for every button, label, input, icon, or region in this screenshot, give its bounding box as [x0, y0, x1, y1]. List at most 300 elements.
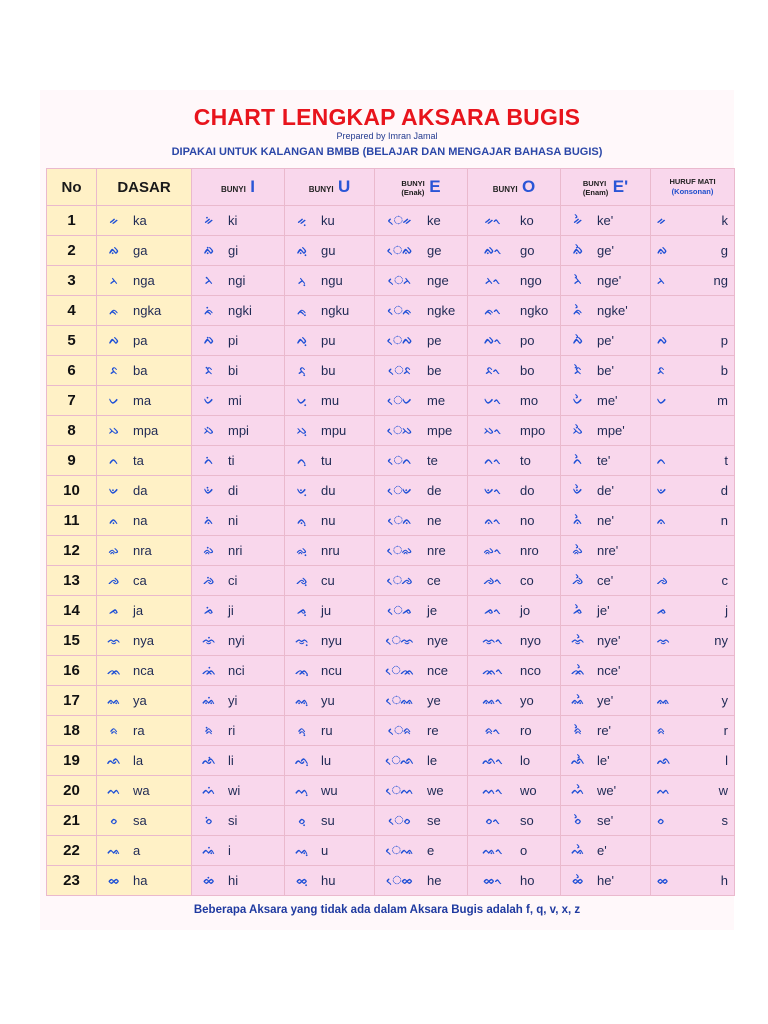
latin-syllable: e [427, 843, 435, 858]
cell-i [192, 866, 285, 896]
syllable [97, 243, 191, 258]
cell-i [192, 236, 285, 266]
cell-mati [651, 446, 735, 476]
latin-syllable: nca [133, 663, 154, 678]
bugis-glyph: ᨍ [109, 603, 119, 617]
latin-syllable: na [133, 513, 148, 528]
bugis-glyph: ᨄ [108, 333, 120, 347]
cell-u [285, 776, 375, 806]
syllable [192, 273, 284, 288]
cell-e [375, 506, 468, 536]
bugis-glyph: ᨆ [109, 393, 119, 407]
bugis-glyph: ᨃᨛ [573, 303, 583, 317]
cell-i [192, 656, 285, 686]
cell-i [192, 206, 285, 236]
latin-syllable: me [427, 393, 446, 408]
syllable [375, 633, 467, 648]
syllable [285, 813, 374, 828]
syllable [285, 873, 374, 888]
cell-dasar [97, 656, 192, 686]
bugis-glyph: ᨕᨗ [202, 843, 216, 857]
bugis-glyph: ᨍᨗ [204, 603, 214, 617]
syllable [285, 543, 374, 558]
latin-syllable: ti [228, 453, 235, 468]
cell-mati [651, 356, 735, 386]
cell-u [285, 566, 375, 596]
cell-u [285, 506, 375, 536]
cell-e2 [561, 686, 651, 716]
author-credit: Prepared by Imran Jamal [336, 131, 438, 141]
syllable [97, 693, 191, 708]
cell-o [468, 566, 561, 596]
cell-e [375, 416, 468, 446]
latin-syllable: mo [520, 393, 539, 408]
syllable [375, 453, 467, 468]
bugis-glyph: ᨇᨘ [296, 423, 308, 437]
latin-syllable: mpi [228, 423, 249, 438]
syllable [97, 633, 191, 648]
bugis-glyph: ᨄᨚ [483, 333, 503, 347]
syllable [468, 723, 560, 738]
cell-i [192, 566, 285, 596]
syllable [192, 423, 284, 438]
bugis-glyph: ᨔᨚ [485, 813, 501, 827]
bugis-glyph: ᨂᨛ [573, 273, 583, 287]
syllable [561, 543, 650, 558]
cell-e2 [561, 656, 651, 686]
latin-syllable: do [520, 483, 535, 498]
latin-syllable: wu [321, 783, 338, 798]
syllable [375, 693, 467, 708]
syllable [192, 483, 284, 498]
bugis-glyph: ᨀᨘ [297, 213, 307, 227]
cell-o [468, 686, 561, 716]
latin-syllable: de [427, 483, 442, 498]
latin-syllable: ye' [597, 693, 614, 708]
latin-syllable: mpe' [597, 423, 625, 438]
row-number: 19 [47, 746, 97, 776]
syllable [375, 273, 467, 288]
table-row [47, 566, 735, 596]
latin-syllable: nre' [597, 543, 619, 558]
bugis-glyph: ᨙᨋ [387, 543, 413, 557]
bugis-glyph: ᨎᨗ [202, 633, 216, 647]
cell-u [285, 206, 375, 236]
bugis-glyph: ᨀᨛ [573, 213, 583, 227]
bugis-glyph: ᨋ [108, 543, 120, 557]
syllable [97, 393, 191, 408]
syllable [285, 723, 374, 738]
consonant [651, 393, 734, 408]
bugis-glyph: ᨑᨚ [485, 723, 501, 737]
cell-dasar [97, 776, 192, 806]
row-number: 11 [47, 506, 97, 536]
syllable [468, 873, 560, 888]
latin-syllable: be [427, 363, 442, 378]
syllable [192, 453, 284, 468]
header-bunyi-e: BUNYI (Enak) E [375, 169, 468, 206]
bugis-glyph: ᨕᨚ [482, 843, 504, 857]
syllable [285, 663, 374, 678]
syllable [192, 633, 284, 648]
row-number: 18 [47, 716, 97, 746]
syllable [561, 243, 650, 258]
bugis-glyph: ᨒᨗ [202, 753, 216, 767]
syllable [468, 543, 560, 558]
latin-consonant: p [720, 333, 728, 348]
syllable [468, 423, 560, 438]
page-subtitle: DIPAKAI UNTUK KALANGAN BMBB (BELAJAR DAN MENGAJAR BAHASA BUGIS) [171, 146, 603, 158]
cell-o [468, 506, 561, 536]
cell-dasar [97, 356, 192, 386]
syllable [97, 813, 191, 828]
cell-e2 [561, 836, 651, 866]
table-row [47, 446, 735, 476]
bugis-glyph: ᨓ [657, 783, 671, 797]
latin-syllable: ngke' [597, 303, 628, 318]
cell-o [468, 746, 561, 776]
latin-syllable: wi [228, 783, 241, 798]
latin-syllable: pe [427, 333, 442, 348]
cell-e [375, 536, 468, 566]
cell-dasar [97, 236, 192, 266]
row-number: 7 [47, 386, 97, 416]
bugis-glyph: ᨖᨗ [203, 873, 215, 887]
cell-dasar [97, 296, 192, 326]
syllable [375, 213, 467, 228]
latin-syllable: nro [520, 543, 539, 558]
bugis-glyph: ᨙᨁ [387, 243, 413, 257]
table-row [47, 206, 735, 236]
chart-sheet [40, 90, 734, 930]
syllable [561, 303, 650, 318]
cell-e [375, 746, 468, 776]
syllable [561, 693, 650, 708]
syllable [468, 333, 560, 348]
cell-dasar [97, 476, 192, 506]
bugis-glyph: ᨐᨚ [482, 693, 504, 707]
row-number: 6 [47, 356, 97, 386]
syllable [561, 273, 650, 288]
syllable [285, 243, 374, 258]
latin-syllable: li [228, 753, 234, 768]
cell-mati [651, 326, 735, 356]
latin-syllable: nco [520, 663, 541, 678]
cell-e [375, 266, 468, 296]
bugis-glyph: ᨙᨕ [386, 843, 414, 857]
row-number: 23 [47, 866, 97, 896]
bugis-glyph: ᨇᨗ [203, 423, 215, 437]
cell-e2 [561, 326, 651, 356]
latin-syllable: jo [520, 603, 531, 618]
syllable [468, 603, 560, 618]
cell-u [285, 416, 375, 446]
bugis-glyph: ᨇ [108, 423, 120, 437]
cell-dasar [97, 866, 192, 896]
syllable [375, 663, 467, 678]
bugis-glyph: ᨍᨘ [297, 603, 307, 617]
bugis-glyph: ᨓᨘ [295, 783, 309, 797]
syllable [561, 573, 650, 588]
cell-dasar [97, 386, 192, 416]
table-row [47, 236, 735, 266]
cell-o [468, 266, 561, 296]
bugis-glyph: ᨌ [108, 573, 120, 587]
latin-syllable: me' [597, 393, 618, 408]
syllable [468, 273, 560, 288]
row-number: 15 [47, 626, 97, 656]
latin-syllable: hi [228, 873, 239, 888]
cell-i [192, 596, 285, 626]
latin-syllable: le [427, 753, 438, 768]
cell-dasar [97, 806, 192, 836]
cell-u [285, 866, 375, 896]
bugis-glyph: ᨒᨛ [571, 753, 585, 767]
bugis-glyph: ᨈᨛ [573, 453, 583, 467]
latin-syllable: nru [321, 543, 340, 558]
cell-mati [651, 296, 735, 326]
row-number: 5 [47, 326, 97, 356]
cell-i [192, 296, 285, 326]
cell-i [192, 626, 285, 656]
latin-syllable: lu [321, 753, 332, 768]
latin-syllable: he' [597, 873, 614, 888]
syllable [192, 513, 284, 528]
latin-syllable: nge [427, 273, 449, 288]
latin-syllable: ne' [597, 513, 614, 528]
latin-consonant: d [720, 483, 728, 498]
bugis-glyph: ᨎ [107, 633, 121, 647]
bugis-glyph: ᨊᨚ [484, 513, 502, 527]
bugis-glyph: ᨁᨘ [296, 243, 308, 257]
bugis-glyph: ᨙᨔ [388, 813, 412, 827]
latin-syllable: ngu [321, 273, 343, 288]
latin-syllable: di [228, 483, 239, 498]
bugis-glyph: ᨓᨚ [482, 783, 504, 797]
cell-e2 [561, 506, 651, 536]
cell-u [285, 656, 375, 686]
syllable [375, 423, 467, 438]
bugis-glyph: ᨉ [109, 483, 119, 497]
cell-e2 [561, 566, 651, 596]
latin-syllable: bu [321, 363, 336, 378]
cell-o [468, 206, 561, 236]
syllable [375, 243, 467, 258]
latin-syllable: ce [427, 573, 441, 588]
bugis-glyph: ᨑ [109, 723, 119, 737]
syllable [285, 693, 374, 708]
cell-e2 [561, 806, 651, 836]
latin-syllable: la [133, 753, 144, 768]
syllable [97, 753, 191, 768]
cell-i [192, 716, 285, 746]
syllable [375, 873, 467, 888]
latin-syllable: ye [427, 693, 441, 708]
cell-o [468, 326, 561, 356]
cell-u [285, 836, 375, 866]
cell-u [285, 686, 375, 716]
syllable [375, 483, 467, 498]
latin-syllable: pi [228, 333, 239, 348]
cell-e [375, 716, 468, 746]
latin-syllable: du [321, 483, 336, 498]
bugis-glyph: ᨎ [657, 633, 671, 647]
syllable [97, 213, 191, 228]
syllable [192, 663, 284, 678]
row-number: 8 [47, 416, 97, 446]
cell-e2 [561, 266, 651, 296]
cell-o [468, 356, 561, 386]
syllable [192, 363, 284, 378]
bugis-glyph: ᨙᨏ [385, 663, 415, 677]
bugis-glyph: ᨅᨚ [485, 363, 501, 377]
syllable [468, 513, 560, 528]
latin-syllable: ku [321, 213, 335, 228]
aksara-table [46, 168, 735, 896]
cell-mati [651, 626, 735, 656]
latin-consonant: t [724, 453, 728, 468]
latin-syllable: ge [427, 243, 442, 258]
cell-o [468, 386, 561, 416]
cell-e [375, 566, 468, 596]
bugis-glyph: ᨕᨛ [571, 843, 585, 857]
cell-i [192, 506, 285, 536]
latin-syllable: nra [133, 543, 152, 558]
cell-e2 [561, 716, 651, 746]
cell-e [375, 446, 468, 476]
latin-syllable: ge' [597, 243, 614, 258]
bugis-glyph: ᨔ [657, 813, 665, 827]
syllable [468, 843, 560, 858]
consonant [651, 783, 734, 798]
cell-i [192, 776, 285, 806]
cell-e [375, 356, 468, 386]
syllable [192, 603, 284, 618]
row-number: 21 [47, 806, 97, 836]
syllable [561, 753, 650, 768]
bugis-glyph: ᨅ [657, 363, 665, 377]
consonant [651, 243, 734, 258]
bugis-glyph: ᨉᨛ [573, 483, 583, 497]
latin-syllable: te [427, 453, 438, 468]
latin-syllable: hu [321, 873, 336, 888]
row-number: 4 [47, 296, 97, 326]
cell-e [375, 656, 468, 686]
table-row [47, 326, 735, 356]
latin-syllable: nu [321, 513, 336, 528]
cell-mati [651, 266, 735, 296]
cell-mati [651, 686, 735, 716]
syllable [561, 513, 650, 528]
table-row [47, 476, 735, 506]
consonant [651, 603, 734, 618]
syllable [561, 723, 650, 738]
latin-syllable: cu [321, 573, 335, 588]
cell-i [192, 416, 285, 446]
syllable [468, 393, 560, 408]
syllable [468, 573, 560, 588]
cell-i [192, 326, 285, 356]
row-number: 14 [47, 596, 97, 626]
syllable [192, 543, 284, 558]
syllable [285, 573, 374, 588]
syllable [97, 423, 191, 438]
latin-syllable: gi [228, 243, 239, 258]
cell-mati [651, 866, 735, 896]
latin-syllable: wa [133, 783, 150, 798]
cell-o [468, 716, 561, 746]
bugis-glyph: ᨁᨛ [572, 243, 584, 257]
consonant [651, 273, 734, 288]
cell-e2 [561, 776, 651, 806]
cell-e [375, 806, 468, 836]
consonant [651, 213, 734, 228]
table-row [47, 596, 735, 626]
latin-syllable: te' [597, 453, 611, 468]
row-number: 1 [47, 206, 97, 236]
consonant [651, 513, 734, 528]
latin-syllable: nci [228, 663, 245, 678]
bugis-glyph: ᨙᨍ [387, 603, 413, 617]
syllable [468, 633, 560, 648]
cell-u [285, 806, 375, 836]
syllable [97, 453, 191, 468]
latin-syllable: nye' [597, 633, 621, 648]
syllable [285, 423, 374, 438]
bugis-glyph: ᨌᨚ [483, 573, 503, 587]
latin-syllable: mpe [427, 423, 453, 438]
cell-mati [651, 776, 735, 806]
cell-o [468, 476, 561, 506]
cell-dasar [97, 686, 192, 716]
syllable [192, 213, 284, 228]
latin-syllable: ko [520, 213, 534, 228]
cell-e [375, 686, 468, 716]
cell-i [192, 806, 285, 836]
latin-syllable: nyu [321, 633, 342, 648]
syllable [375, 783, 467, 798]
cell-e [375, 776, 468, 806]
latin-syllable: ra [133, 723, 145, 738]
cell-mati [651, 836, 735, 866]
cell-e [375, 206, 468, 236]
bugis-glyph: ᨆ [657, 393, 667, 407]
latin-syllable: gu [321, 243, 336, 258]
latin-syllable: ke' [597, 213, 614, 228]
cell-i [192, 446, 285, 476]
bugis-glyph: ᨎᨚ [482, 633, 504, 647]
row-number: 3 [47, 266, 97, 296]
bugis-glyph: ᨊ [109, 513, 119, 527]
row-number: 22 [47, 836, 97, 866]
consonant [651, 693, 734, 708]
latin-consonant: c [721, 573, 728, 588]
latin-syllable: go [520, 243, 535, 258]
cell-u [285, 746, 375, 776]
latin-syllable: ngka [133, 303, 162, 318]
cell-dasar [97, 416, 192, 446]
syllable [561, 213, 650, 228]
bugis-glyph: ᨀ [109, 213, 119, 227]
latin-syllable: si [228, 813, 238, 828]
syllable [97, 603, 191, 618]
latin-consonant: r [723, 723, 728, 738]
bugis-glyph: ᨎᨘ [295, 633, 309, 647]
latin-syllable: ke [427, 213, 441, 228]
latin-syllable: e' [597, 843, 607, 858]
latin-syllable: nye [427, 633, 448, 648]
syllable [561, 813, 650, 828]
